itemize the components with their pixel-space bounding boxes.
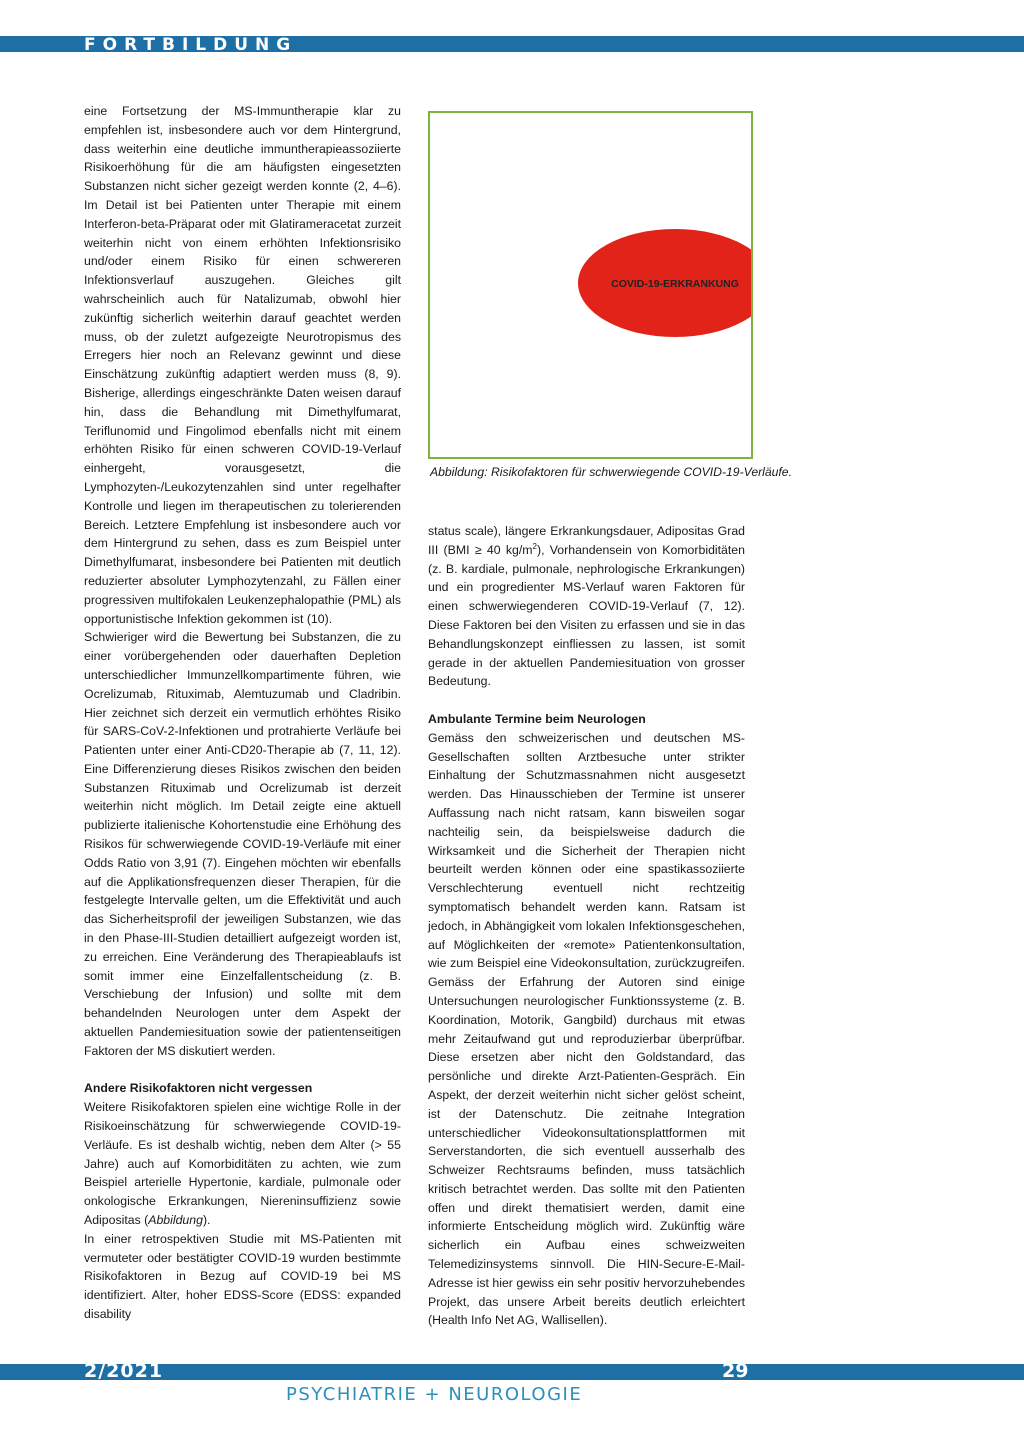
center-node-label: COVID-19-ERKRANKUNG bbox=[611, 278, 739, 290]
issue-number: 2/2021 bbox=[84, 1360, 164, 1382]
section-label: FORTBILDUNG bbox=[84, 35, 298, 55]
figure-reference: Abbildung bbox=[148, 1213, 203, 1228]
section-heading: Ambulante Termine beim Neurologen bbox=[428, 711, 646, 726]
paragraph: eine Fortsetzung der MS-Immuntherapie klar zu empfehlen ist, insbesondere auch vor dem Hintergrund, dass weiterhin eine deutliche immuntherapieassoziierte Risikoerhöhung für die am häufigsten eingesetzten Substanzen nicht sicher gezeigt werden konnte (2, 4–6). Im Detail ist bei Patienten unter Therapie mit einem Interferon-beta-Präparat oder mit Glatirameracetat zurzeit weiterhin nicht von einem erhöhten Infektionsrisiko und/oder einem Risiko für einen schwereren Infektionsverlauf auszugehen. Gleiches gilt wahrscheinlich auch für Natalizumab, obwohl hier zukünftig sicherlich weiterhin darauf geachtet werden muss, ob der zuletzt aufgezeigte Neurotropismus des Erregers hier noch an Relevanz gewinnt und diese Einschätzung zukünftig adaptiert werden muss (8, 9). Bisherige, allerdings eingeschränkte Daten weisen darauf hin, dass die Behandlung mit Dimethylfumarat, Teriflunomid und Fingolimod ebenfalls nicht mit einem erhöhten Risiko für einen schweren COVID-19-Verlauf einhergeht, vorausgesetzt, die Lymphozyten-/Leukozytenzahlen sind unter regelhafter Kontrolle und liegen im therapeutischen zu tolerierenden Bereich. Letztere Empfehlung ist insbesondere auch vor dem Hintergrund zu sehen, dass es zum Beispiel unter Dimethylfumarat, insbesondere bei Patienten mit deutlich reduzierter absoluter Lymphozytenzahl, zu Fällen einer progressiven multifokalen Leukenzephalopathie (PML) als opportunistische Infektion gekommen ist (10). bbox=[84, 104, 401, 626]
paragraph: status scale), längere Erkrankungsdauer, Adipositas Grad III (BMI ≥ 40 $kg/m^2$), Vorhandensein von Komorbiditäten (z. B. kardiale, pulmonale, nephrologische Erkrankungen) und ein progredienter MS-Verlauf waren Faktoren für einen schwerwiegenderen COVID-19-Verlauf (7, 12). Diese Faktoren bei den Visiten zu erfassen und sie in das Behandlungskonzept einfliessen zu lassen, ist somit gerade in der aktuellen Pandemiesituation von grosser Bedeutung. bbox=[428, 524, 745, 689]
section-heading: Andere Risikofaktoren nicht vergessen bbox=[84, 1081, 313, 1096]
journal-title: PSYCHIATRIE + NEUROLOGIE bbox=[286, 1384, 583, 1405]
risk-factor-diagram bbox=[430, 113, 751, 457]
paragraph: Weitere Risikofaktoren spielen eine wichtige Rolle in der Risikoeinschätzung für schwerwiegende COVID-19-Verläufe. Es ist deshalb wichtig, neben dem Alter (> 55 Jahre) auch auf Komorbiditäten zu achten, wie zum Beispiel arterielle Hypertonie, kardiale, pulmonale oder onkologische Erkrankungen, Niereninsuffizienz sowie Adipositas (Abbildung). bbox=[84, 1100, 401, 1228]
paragraph: Schwieriger wird die Bewertung bei Substanzen, die zu einer vorübergehenden oder dauerhaften Depletion unterschiedlicher Immunzellkompartimente führen, wie Ocrelizumab, Rituximab, Alemtuzumab und Cladribin. Hier zeichnet sich derzeit ein vermutlich erhöhtes Risiko für SARS-CoV-2-Infektionen und protrahierte Verläufe bei Patienten unter einer Anti-CD20-Therapie ab (7, 11, 12). Eine Differenzierung dieses Risikos zwischen den beiden Substanzen Rituximab und Ocrelizumab ist derzeit weiterhin nicht möglich. Im Detail zeigte eine aktuell publizierte italienische Kohortenstudie eine Erhöhung des Risikos für schwerwiegende COVID-19-Verläufe mit einer Odds Ratio von 3,91 (7). Eingehen möchten wir ebenfalls auf die Applikationsfrequenzen dieser Therapien, für die festgelegte Intervalle gelten, um die Effektivität und auch das Sicherheitsprofil der jeweiligen Substanzen, wie das in den Phase-III-Studien detailliert aufgezeigt worden ist, zu erreichen. Eine Veränderung des Therapieablaufs ist somit immer eine Einzelfallentscheidung (z. B. Verschiebung der Infusion) und sollte mit dem behandelnden Neurologen unter dem Aspekt der aktuellen Pandemiesituation sowie der patientenseitigen Faktoren der MS diskutiert werden. bbox=[84, 630, 401, 1058]
left-column bbox=[84, 102, 401, 1324]
right-column bbox=[428, 522, 745, 1330]
figure-frame bbox=[428, 111, 753, 459]
page-number: 29 bbox=[722, 1360, 749, 1382]
paragraph: In einer retrospektiven Studie mit MS-Patienten mit vermuteter oder bestätigter COVID-19 wurden bestimmte Risikofaktoren in Bezug auf COVID-19 bei MS identifiziert. Alter, hoher EDSS-Score (EDSS: expanded disability bbox=[84, 1231, 401, 1321]
paragraph: Gemäss den schweizerischen und deutschen MS-Gesellschaften sollten Arztbesuche unter strikter Einhaltung der Schutzmassnahmen nicht ausgesetzt werden. Das Hinausschieben der Termine ist unserer Auffassung nach nicht ratsam, kann bisweilen sogar nachteilig sein, da beispielsweise dadurch die Wirksamkeit und die Sicherheit der Therapien nicht beurteilt werden können oder eine spastikassoziierte Verschlechterung eventuell nicht rechtzeitig symptomatisch behandelt werden kann. Ratsam ist jedoch, in Abhängigkeit vom lokalen Infektionsgeschehen, auf Möglichkeiten der «remote» Patientenkonsultation, wie zum Beispiel eine Videokonsultation, zurückzugreifen. Gemäss der Erfahrung der Autoren sind einige Untersuchungen neurologischer Funktionssysteme (z. B. Koordination, Motorik, Gangbild) durchaus mit etwas mehr Zeitaufwand gut und reproduzierbar überprüfbar. Diese ersetzen aber nicht den Goldstandard, das persönliche und direkte Arzt-Patienten-Gespräch. Ein Aspekt, der derzeit weiterhin nicht sicher gelöst scheint, ist der Datenschutz. Die zeitnahe Integration unterschiedlicher Videokonsultationsplattformen mit Serverstandorten, die sich eventuell ausserhalb des Schweizer Rechtsraums befinden, muss tatsächlich kritisch betrachtet werden. Das sollte mit den Patienten offen und direkt thematisiert werden, damit eine informierte Entscheidung möglich wird. Zukünftig wäre sicherlich ein Aufbau eines schweizweiten Telemedizinsystems sinnvoll. Die HIN-Secure-E-Mail-Adresse ist hier gewiss ein sehr positiv hervorzuhebendes Projekt, das unsere Arbeit bereits deutlich erleichtert (Health Info Net AG, Wallisellen). bbox=[428, 730, 745, 1328]
figure-caption: Abbildung: Risikofaktoren für schwerwiegende COVID-19-Verläufe. bbox=[430, 465, 792, 479]
